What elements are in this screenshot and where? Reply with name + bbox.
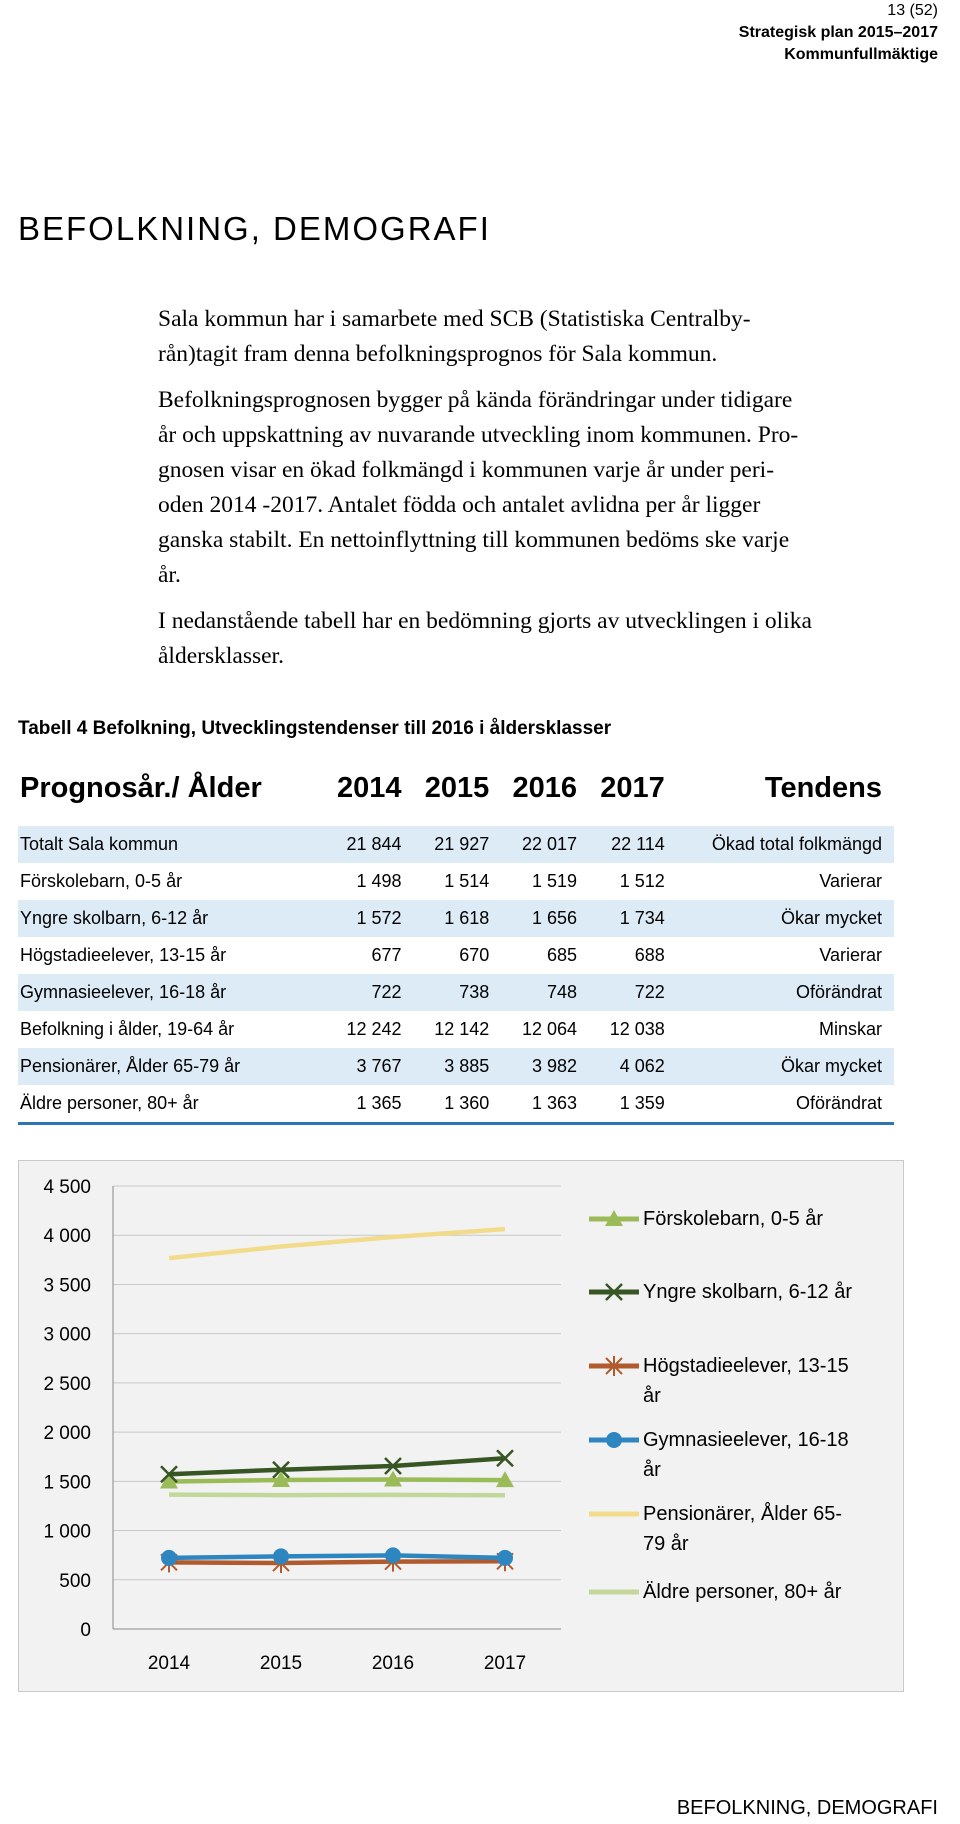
table-row [18, 1048, 894, 1085]
value-cell: 3 767 [318, 1048, 406, 1085]
row-label: Gymnasieelever, 16-18 år [18, 974, 318, 1011]
value-cell: 738 [406, 974, 494, 1011]
value-cell: 1 618 [406, 900, 494, 937]
value-cell: 1 363 [493, 1085, 581, 1124]
value-cell: 22 114 [581, 821, 669, 863]
value-cell: 748 [493, 974, 581, 1011]
line: oden 2014 -2017. Antalet födda och antalet avlidna per år ligger [158, 492, 761, 518]
y-tick-label: 3 000 [43, 1324, 91, 1346]
tendency-cell: Ökar mycket [669, 1048, 894, 1085]
page-header [739, 0, 938, 66]
column-header: 2017 [581, 760, 669, 821]
table-header-row [18, 760, 894, 821]
body-text [158, 302, 958, 685]
y-tick-label: 1 000 [43, 1521, 91, 1543]
value-cell: 12 242 [346, 1019, 402, 1039]
value-cell: 12 038 [609, 1019, 665, 1039]
value-cell: 722 [318, 974, 406, 1011]
value-cell: 688 [634, 945, 665, 965]
y-tick-label: 2 000 [43, 1423, 91, 1445]
table-row [18, 1085, 894, 1124]
y-tick-label: 500 [59, 1570, 91, 1592]
value-cell: 1 365 [318, 1085, 406, 1124]
line: Sala kommun har i samarbete med SCB (Statistiska Centralby- [158, 306, 751, 332]
value-cell: 12 142 [434, 1019, 490, 1039]
page-number: 13 (52) [887, 2, 938, 19]
legend-label: Yngre skolbarn, 6-12 år [643, 1281, 853, 1303]
value-cell: 722 [581, 974, 669, 1011]
y-tick-label: 0 [80, 1620, 91, 1641]
line: rån)tagit fram denna befolkningsprognos för Sala kommun. [158, 341, 718, 367]
x-tick-label: 2017 [483, 1653, 527, 1674]
line: I nedanstående tabell har en bedömning gjorts av utvecklingen i olika [158, 608, 812, 634]
value-cell: 4 062 [581, 1048, 669, 1085]
row-label: Äldre personer, 80+ år [18, 1085, 318, 1124]
tendency-cell: Ökad total folkmängd [669, 821, 894, 863]
row-label: Högstadieelever, 13-15 år [20, 945, 227, 965]
chart-area [18, 1160, 904, 1692]
legend-label: Äldre personer, 80+ år [643, 1581, 842, 1603]
data-point [161, 1550, 177, 1566]
series-line [169, 1561, 505, 1563]
value-cell: 1 360 [406, 1085, 494, 1124]
value-cell: 1 514 [444, 871, 490, 891]
table-caption: Tabell 4 Befolkning, Utvecklingstendenser till 2016 i åldersklasser [18, 718, 612, 739]
value-cell: 677 [371, 945, 402, 965]
legend-label: 79 år [643, 1533, 689, 1555]
legend-label: Förskolebarn, 0-5 år [643, 1208, 824, 1230]
legend-label: Pensionärer, Ålder 65- [643, 1503, 843, 1525]
table-row [18, 863, 894, 900]
series-line [169, 1229, 505, 1258]
column-header: Tendens [669, 760, 894, 821]
value-cell: 1 519 [531, 871, 578, 891]
page-footer: BEFOLKNING, DEMOGRAFI [676, 1797, 938, 1819]
document-subtitle: Kommunfullmäktige [784, 46, 938, 63]
x-tick-label: 2016 [371, 1653, 415, 1674]
tendency-cell: Varierar [819, 871, 882, 891]
value-cell: 21 844 [318, 821, 406, 863]
value-cell: 1 656 [493, 900, 581, 937]
series-line [169, 1495, 505, 1496]
x-tick-label: 2015 [259, 1653, 303, 1674]
x-tick-label: 2014 [147, 1653, 191, 1674]
series-line [169, 1479, 505, 1481]
tendency-cell: Oförändrat [669, 974, 894, 1011]
column-header: Prognosår./ Ålder [18, 760, 318, 821]
value-cell: 1 498 [356, 871, 402, 891]
y-tick-label: 3 500 [43, 1275, 91, 1297]
tendency-cell: Minskar [818, 1019, 882, 1039]
paragraph-1 [158, 302, 958, 372]
column-header: 2015 [406, 760, 494, 821]
line: ganska stabilt. En nettoinflyttning till kommunen bedöms ske varje [158, 527, 790, 553]
series-line [169, 1458, 505, 1474]
table-row [18, 974, 894, 1011]
column-header: 2014 [318, 760, 406, 821]
legend-label: år [643, 1459, 661, 1481]
table-row [18, 1011, 894, 1048]
value-cell: 1 734 [581, 900, 669, 937]
data-point [385, 1547, 401, 1563]
data-point [497, 1550, 513, 1566]
line: år. [158, 562, 181, 588]
line: gnosen visar en ökad folkmängd i kommunen varje år under peri- [158, 457, 775, 483]
y-tick-label: 4 000 [43, 1226, 91, 1248]
table-row [18, 937, 894, 974]
tendency-cell: Oförändrat [669, 1085, 894, 1124]
line-chart [19, 1161, 903, 1691]
value-cell: 3 982 [493, 1048, 581, 1085]
line: åldersklasser. [158, 643, 284, 669]
value-cell: 1 572 [318, 900, 406, 937]
legend-label: Högstadieelever, 13-15 [643, 1355, 849, 1377]
series-line [169, 1555, 505, 1558]
row-label: Förskolebarn, 0-5 år [20, 871, 183, 891]
legend-label: år [643, 1385, 661, 1407]
row-label: Befolkning i ålder, 19-64 år [20, 1019, 235, 1039]
value-cell: 685 [546, 945, 578, 965]
table-row [18, 900, 894, 937]
y-tick-label: 4 500 [43, 1177, 91, 1198]
population-table [18, 760, 894, 1125]
value-cell: 22 017 [493, 821, 581, 863]
row-label: Yngre skolbarn, 6-12 år [18, 900, 318, 937]
value-cell: 3 885 [406, 1048, 494, 1085]
tendency-cell: Varierar [819, 945, 882, 965]
row-label: Pensionärer, Ålder 65-79 år [18, 1048, 318, 1085]
column-header: 2016 [493, 760, 581, 821]
document-title: Strategisk plan 2015–2017 [738, 24, 938, 41]
value-cell: 1 359 [581, 1085, 669, 1124]
line: år och uppskattning av nuvarande utveckling inom kommunen. Pro- [158, 422, 799, 448]
paragraph-3 [158, 604, 958, 674]
y-tick-label: 1 500 [43, 1472, 91, 1494]
line: Befolkningsprognosen bygger på kända förändringar under tidigare [158, 387, 793, 413]
data-point [273, 1548, 289, 1564]
paragraph-2 [158, 383, 958, 593]
value-cell: 670 [459, 945, 490, 965]
legend-label: Gymnasieelever, 16-18 [643, 1429, 849, 1451]
value-cell: 12 064 [521, 1019, 578, 1039]
value-cell: 1 512 [619, 871, 665, 891]
legend-marker [606, 1432, 622, 1448]
table-row [18, 821, 894, 863]
tendency-cell: Ökar mycket [669, 900, 894, 937]
y-tick-label: 2 500 [43, 1373, 91, 1395]
value-cell: 21 927 [406, 821, 494, 863]
section-heading: BEFOLKNING, DEMOGRAFI [18, 210, 491, 247]
row-label: Totalt Sala kommun [18, 821, 318, 863]
